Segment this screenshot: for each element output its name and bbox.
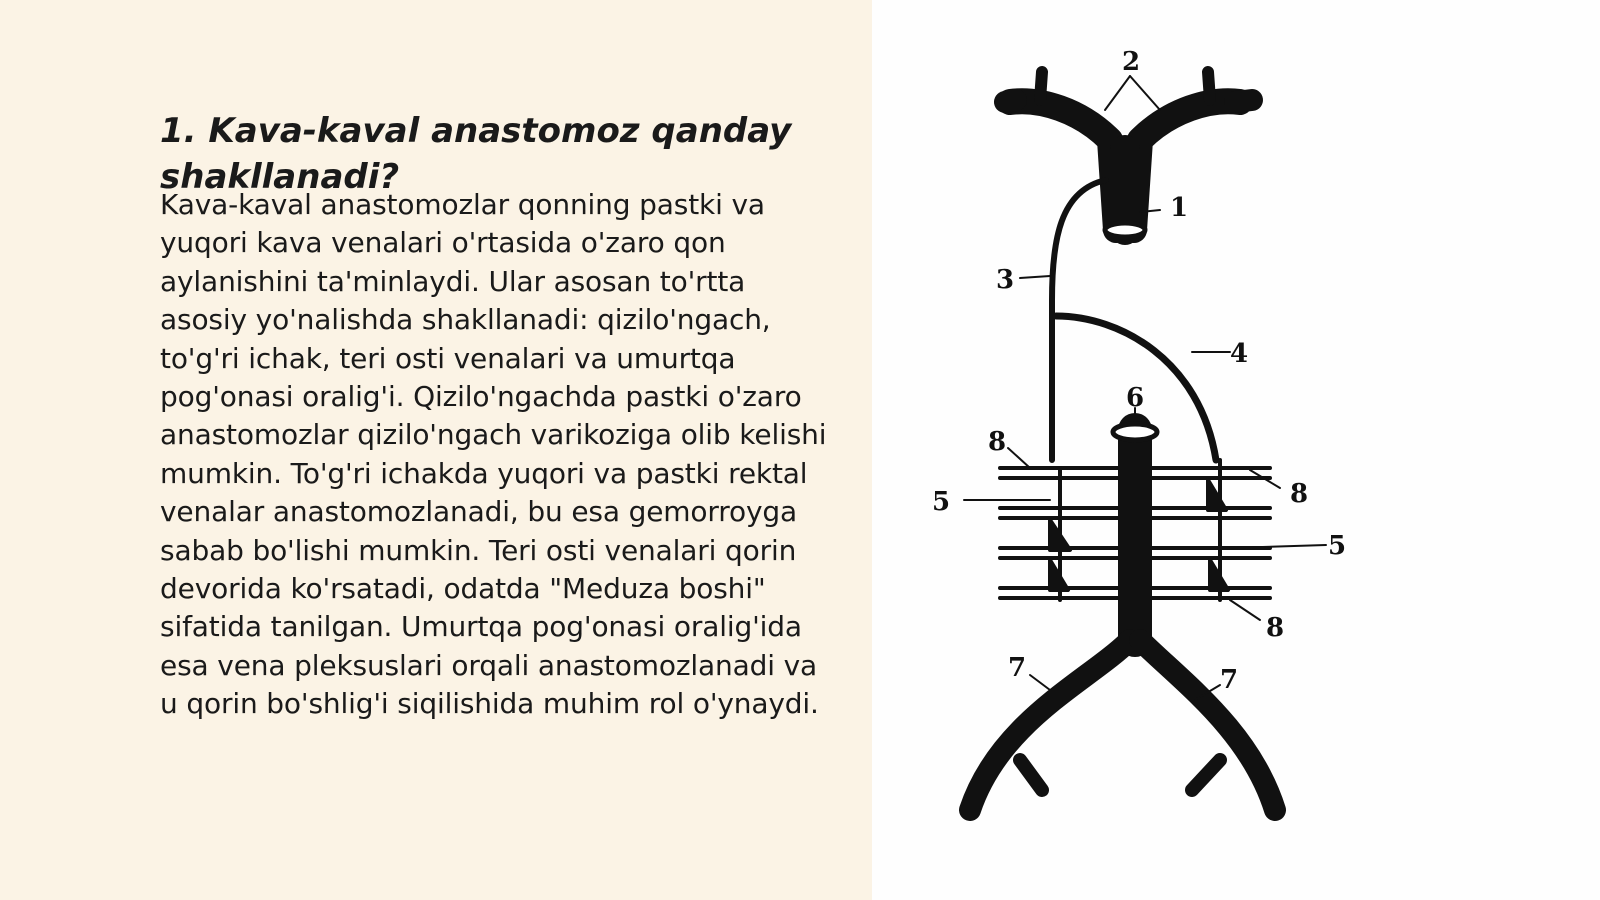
label-8-top-left: 8: [988, 427, 1007, 457]
label-7-right: 7: [1220, 665, 1239, 695]
label-6: 6: [1126, 383, 1145, 413]
label-3: 3: [996, 265, 1015, 295]
slide-body-text: Kava-kaval anastomozlar qonning pastki va yuqori kava venalari o'rtasida o'zaro qon aylanishini ta'minlaydi. Ular asosan to'rtta asosiy yo'nalishda shakllanadi: qizilo'ngach, to'g'ri ichak, teri osti venalari va umurtqa pog'onasi oralig'i. Qizilo'ngachda pastki o'zaro anastomozlar qizilo'ngach varikoziga olib kelishi mumkin. To'g'ri ichakda yuqori va pastki rektal venalar anastomozlanadi, bu esa gemorroyga sabab bo'lishi mumkin. Teri osti venalari qorin devorida ko'rsatadi, odatda "Meduza boshi" sifatida tanilgan. Umurtqa pog'onasi oralig'ida esa vena pleksuslari orqali anastomozlanadi va u qorin bo'shlig'i siqilishida muhim rol o'ynaydi.: [160, 188, 827, 721]
superior-vena-cava: [1005, 72, 1252, 237]
inferior-vena-cava: [970, 424, 1275, 810]
label-5-left: 5: [932, 487, 951, 517]
label-8-bottom-right: 8: [1266, 613, 1285, 643]
label-2: 2: [1122, 47, 1141, 77]
label-5-right: 5: [1328, 531, 1347, 561]
label-1: 1: [1170, 193, 1189, 223]
cava-caval-anastomosis-diagram: [930, 40, 1390, 860]
slide-title: 1. Kava-kaval anastomoz qanday shakllanadi?: [160, 111, 792, 197]
label-8-top-right: 8: [1290, 479, 1309, 509]
label-4: 4: [1230, 339, 1249, 369]
label-7-left: 7: [1008, 653, 1027, 683]
